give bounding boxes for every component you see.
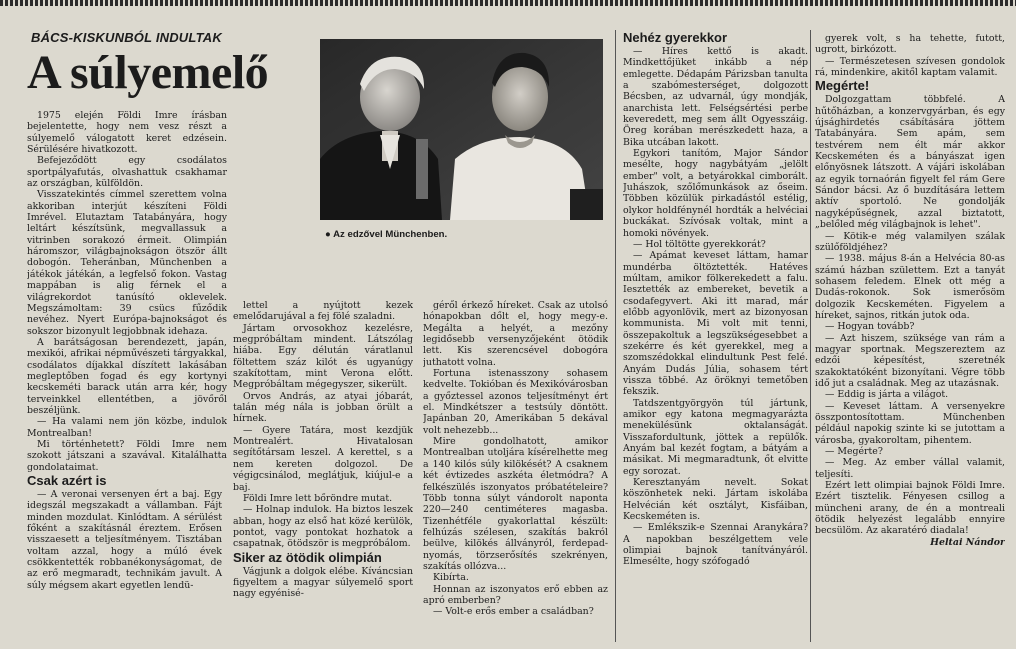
paragraph: Keresztanyám nevelt. Sokat köszönhetek neki. Jártam iskolába Helvécián két osztályt, Kisfáiban, Kecskeméten is.	[623, 477, 808, 523]
column-4	[623, 30, 808, 642]
paragraph: — Apámat keveset láttam, hamar mundérba öltöztették. Hatéves múltam, amikor fölkerekedett a falu. Iesztették az embereket, bevetik a csodafegyvert. Aki itt marad, már előbb agyonlövik, mert az bizonyosan kommunista. Mi volt mit tenni, összepakoltuk a legszükségesebbet a szekérre és két gyerekkel, meg a szomszédokkal elindultunk Pest felé. Anyám Dudás Júlia, sohasem tért vissza többé. Az öröknyi temetőben fekszik.	[623, 250, 808, 398]
paragraph: — Ha valami nem jön közbe, indulok Montrealban!	[27, 416, 227, 439]
subhead-siker: Siker az ötödik olimpián	[233, 549, 382, 565]
paragraph: — 1938. május 8-án a Helvécia 80-as számú házban születtem. Ezt a tanyát sohasem feledem. Elnek ott még a Dudás-rokonok. Sok ismerősöm dolgozik Kecskeméten. Figyelem a híreket, sajnos, ritkán jutok oda.	[815, 253, 1005, 321]
paragraph: — Eddig is járta a világot.	[825, 389, 949, 401]
column-5b-paragraphs	[815, 94, 1005, 536]
paragraph: Dolgozgattam többfelé. A hűtőházban, a konzervgyárban, és egy újsághirdetés csábítására jöttem Tatabányára. Sem apám, sem testvérem nem élt már akkor Kecskeméten és a bányászat igen előnyösnek látszott. A vájári iskolában az egyik tornaórán figyelt fel rám Gere Sándor bácsi. Az ő buzdítására lettem aktív sportoló. Ne gondolják nagyképűségnek, azzal biztatott, „belőled még világbajnok is lehet".	[815, 94, 1005, 231]
paragraph: — Meg. Az ember vállal valamit, teljesíti.	[815, 457, 1005, 480]
paragraph: géről érkező híreket. Csak az utolsó hónapokban dőlt el, hogy megy-e. Megálta a helyét, a mezőny legidősebb versenyzőjeként ötödik lett. Kis szerencsével dobogóra juthatott volna.	[423, 300, 608, 368]
column-divider	[615, 30, 616, 642]
paragraph: — Azt hiszem, szüksége van rám a magyar sportnak. Megszereztem az edzői képesítést, szeretnék szakoktatóként bizonyítani. Végre több idő jut a családnak. Meg az utazásnak.	[815, 332, 1005, 389]
column-3-paragraphs	[423, 300, 608, 618]
column-divider	[810, 30, 811, 642]
paragraph: Honnan az iszonyatos erő ebben az apró emberben?	[423, 583, 608, 606]
paragraph: A barátságosan berendezett, japán, mexikói, afrikai népművészeti tárgyakkal, csodálatos díjakkal díszített lakásában megleptőben fogad és egy kortynyi kecskeméti barack után arra kér, hogy terveinkkel ellentétben, a jövőről beszéljünk.	[27, 336, 227, 416]
paragraph: — Emlékszik-e Szennai Aranykára? A napokban beszélgettem vele olimpiai bajnok tanítványáról. Elmesélte, hogy szófogadó	[623, 522, 808, 568]
photo-caption-text: Az edzővel Münchenben.	[333, 229, 448, 240]
paragraph: 1975 elején Földi Imre írásban bejelentette, hogy nem vesz részt a súlyemelő válogatott keret edzésein. Sérülésére hivatkozott.	[27, 110, 227, 156]
paragraph: — Híres kettő is akadt. Mindkettőjüket inkább a nép emlegette. Dédapám Párizsban tanulta a szabómesterséget, dolgozott Bécsben, az udvarnál, úgy mondják, anarchista lett. Felségsértési perbe keveredett, meg sem állt Ogyesszáig. Öreg korában merészkedett haza, a Bika utcában lakott.	[623, 46, 808, 148]
paragraph: — Természetesen szívesen gondolok rá, mindenkire, akitől kaptam valamit.	[815, 55, 1005, 79]
paragraph: Tatdszentgyörgyön túl jártunk, amikor egy katona megmagyarázta menekülésünk oktalanságát. Visszafordultunk, jöttek a repülők. Anyám bal kezét fogtam, a bátyám a másikat. Mi megmaradtunk, őt elvitte egy sorozat.	[623, 397, 808, 477]
subhead-nehez-gyerekkor: Nehéz gyerekkor	[623, 30, 728, 45]
paragraph: — Volt-e erős ember a családban?	[433, 606, 594, 618]
paragraph: Vágjunk a dolgok elébe. Kíváncsian figyeltem a magyar súlyemelő sport nagy egyénisé-	[233, 565, 413, 600]
paragraph: Mire gondolhatott, amikor Montrealban utoljára kísérelhette meg a 140 kilós súly kilökését? A csaknem két évtizedes aszkéta életmódra? A felkészülés iszonyatos próbatételeire? Több tonna súlyt vándorolt naponta 220—240 centiméteres magasba. Tizenhétféle gyakorlattal készült: felhúzás szélesen, szakítás bakról beülve, kilökés állványról, ferdepad-nyomás, törzserősítés szekrényen, szakítás ollózva...	[423, 436, 608, 572]
headline: A súlyemelő	[27, 46, 269, 99]
paragraph: Kibírta.	[433, 572, 469, 584]
column-3	[423, 300, 608, 645]
paragraph: Jártam orvosokhoz kezelésre, megpróbáltam mindent. Látszólag hiába. Egy délután váratlanul föltettem száz kilót és ugyanúgy szakítottam, mint Verona előtt. Megpróbáltam mégegyszer, sikerült.	[233, 322, 413, 391]
photo-coach-and-lifter	[320, 39, 603, 220]
paragraph: Mi történhetett? Földi Imre nem szokott játszani a szavával. Kitalálhatta gondolataimat.	[27, 438, 227, 473]
column-5	[815, 33, 1005, 645]
paragraph: — A veronai versenyen ért a baj. Egy idegszál megszakadt a vállamban. Fájt minden mozdulat. Kinlódtam. A sérülést főként a szakításnál éreztem. Erősen visszaesett a teljesítményem. Tisztában voltam azzal, hogy a múló évek csökkentették robbanékonyságomat, de az erő megmaradt, technikám javult. A súly mégsem akart egyetlen lendü-	[27, 489, 222, 591]
column-2b-paragraphs	[233, 566, 413, 600]
column-1-paragraphs	[27, 110, 227, 473]
paragraph: lettel a nyújtott kezek emelődarujával a fej fölé szaladni.	[233, 300, 413, 323]
paragraph: Egykori tanítóm, Major Sándor mesélte, hogy nagybátyám „jelölt ember" volt, a betyárokkal cimborált. Juhászok, szőlőmunkások az őseim. Többen közülük pirkadástól estélig, olykor holdfénynél hordták a helvéciai buckákat. Szívósak voltak, mint a homoki növények.	[623, 148, 808, 239]
byline: Heltai Nándor	[930, 536, 1005, 548]
paragraph: Földi Imre lett bőröndre mutat.	[243, 492, 393, 504]
column-2-paragraphs	[233, 300, 413, 550]
column-1b-paragraphs	[27, 489, 222, 591]
paragraph: Befejeződött egy csodálatos sportpályafutás, olvashattuk csakhamar az országban, külföldön.	[27, 155, 227, 190]
column-5-paragraphs	[815, 33, 1005, 78]
kicker: BÁCS-KISKUNBÓL INDULTAK	[31, 30, 222, 45]
top-border-strip	[0, 0, 1016, 6]
paragraph: — Keveset láttam. A versenyekre összpontosítottam. Münchenben például napokig szinte ki se jutottam a városba, gyakoroltam, pihentem.	[815, 400, 1005, 446]
paragraph: — Megérte?	[825, 446, 883, 458]
paragraph: Orvos András, az atyai jóbarát, talán még nála is jobban örült a hírnek.	[233, 390, 413, 425]
column-1	[27, 110, 227, 630]
subhead-csak-azert-is: Csak azért is	[27, 473, 107, 488]
column-2	[233, 300, 413, 645]
photo-illustration	[320, 39, 603, 220]
paragraph: — Gyere Tatára, most kezdjük Montrealért. Hivatalosan segítőtársam leszel. A kerettel, s a nem kereten dolgozol. De végigcsinálod, meglátjuk, kiújul-e a baj.	[233, 424, 413, 493]
paragraph: — Kötik-e még valamilyen szálak szülőföldjéhez?	[815, 230, 1005, 253]
paragraph: — Hogyan tovább?	[825, 321, 915, 333]
column-4-paragraphs	[623, 46, 808, 568]
paragraph: Ezért lett olimpiai bajnok Földi Imre. Ezért tisztelik. Fényesen csillog a müncheni arany, de én a montreali ötödik helyezést legalább ennyire becsülöm. Az akaratéró diadala!	[815, 480, 1005, 537]
subhead-megerte: Megérte!	[815, 78, 870, 94]
paragraph: Visszatekintés címmel szerettem volna akkoriban interjút készíteni Földi Imrével. Elutaztam Tatabányára, hogy leltárt készítsünk, megvallassuk a vitrinben sorakozó érmeit. Olimpián háromszor, világbajnokságon ötször állt dobogón. Teheránban, Münchenben a játékok játékán, a legfelső fokon. Vastag mappában is alig férnek el a világrekordot tanúsító oklevelek. Megszámoltam: 39 csücs fűződik nevéhez. Nyert Európa-bajnokságot és sokszor bizonyult legjobbnak idehaza.	[27, 189, 227, 337]
paragraph: gyerek volt, s ha tehette, futott, ugrott, birkózott.	[815, 33, 1005, 56]
paragraph: Fortuna istenasszony sohasem kedvelte. Tokióban és Mexikóvárosban a győztessel azonos teljesítményt ért el. Mindkétszer a testsúly döntött. Japánban 20, Amerikában 5 dekával volt nehezebb...	[423, 368, 608, 436]
paragraph: — Hol töltötte gyerekkorát?	[633, 238, 766, 250]
paragraph: — Holnap indulok. Ha biztos leszek abban, hogy az első hat közé kerülök, pontot, vagy pontokat hozhatok a csapatnak, ötödször is megpróbálom.	[233, 504, 413, 550]
photo-caption: ● Az edzővel Münchenben.	[325, 229, 448, 240]
